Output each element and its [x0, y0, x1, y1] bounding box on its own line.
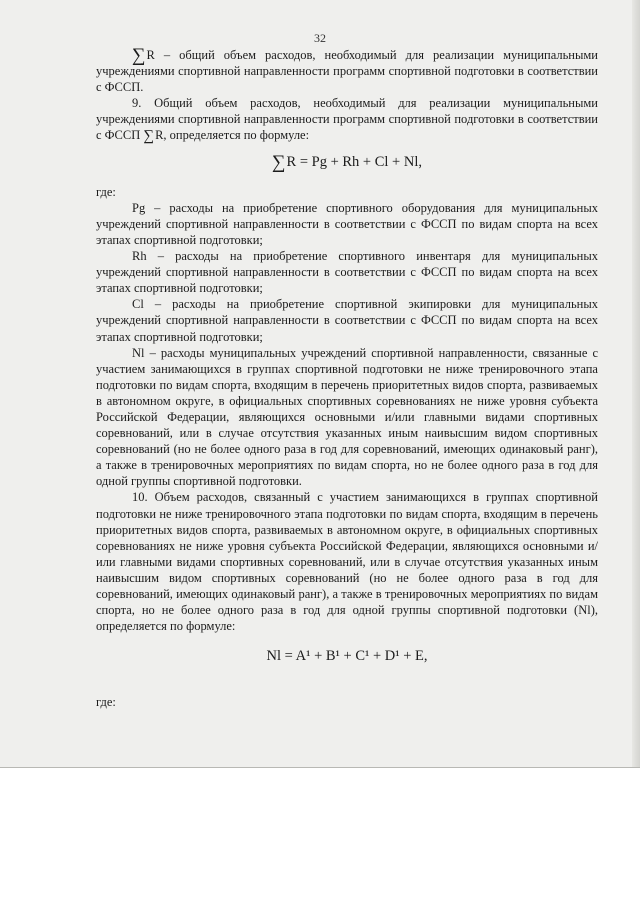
definition-rh: Rh – расходы на приобретение спортивного инвентаря для муниципальных учреждений спортивной направленности в соответствии с ФССП по видам спорта на всех этапах спортивной подготовки; [96, 249, 598, 296]
paragraph-10: 10. Объем расходов, связанный с участием занимающихся в группах спортивной подготовки не ниже тренировочного этапа подготовки по видам спорта, входящим в перечень приоритетных видов спорта, развиваемых в автономном округе, в официальных спортивных соревнованиях не ниже уровня субъекта Российской Федерации, являющихся основными и/или главными видами спортивных соревнований, или в случае отсутствия указанных иным наивысшим видом спортивных соревнований (но не более одного раза в год для соревнований, имеющих одинаковый ранг), а также в тренировочных мероприятиях по видам спорта, но не более одного раза в год для одной группы спортивной подготовки (Nl), определяется по формуле: [96, 490, 598, 634]
formula-nl: Nl = A¹ + B¹ + C¹ + D¹ + E, [266, 648, 428, 665]
sigma-symbol: ∑ [143, 128, 155, 145]
page-number: 32 [314, 31, 326, 45]
paragraph-9-text: 9. Общий объем расходов, необходимый для реализации муниципальными учреждениями спортивной направленности программ спортивной подготовки в соответствии с ФССП [96, 96, 598, 143]
where-label: где: [96, 184, 116, 199]
document-body [96, 47, 598, 710]
definition-pg: Pg – расходы на приобретение спортивного оборудования для муниципальных учреждений спортивной направленности в соответствии с ФССП по видам спорта на всех этапах спортивной подготовки; [96, 200, 598, 247]
sigma-r-text: – общий объем расходов, необходимый для реализации муниципальными учреждениями спортивной направленности программ спортивной подготовки в соответствии с ФССП. [96, 48, 598, 95]
where-label: где: [96, 695, 116, 710]
formula-1-text: R = Pg + Rh + Cl + Nl, [286, 153, 422, 170]
definition-nl: Nl – расходы муниципальных учреждений спортивной направленности, связанные с участием занимающихся в группах спортивной подготовки не ниже тренировочного этапа подготовки по видам спорта, входящим в перечень приоритетных видов спорта, развиваемых в автономном округе, в официальных спортивных соревнованиях не ниже уровня субъекта Российской Федерации, являющихся основными и/или главными видами спортивных соревнований, или в случае отсутствия указанных иным наивысшим видом спортивных соревнований (но не более одного раза в год для соревнований, имеющих одинаковый ранг), а также в тренировочных мероприятиях по видам спорта, но не более одного раза в год для одной группы спортивной подготовки. [96, 345, 598, 489]
formula-total-expenses [96, 151, 598, 173]
paragraph-9-tail: R, определяется по формуле: [155, 128, 310, 143]
sigma-r-lead: R [146, 48, 155, 62]
sigma-symbol: ∑ [272, 151, 286, 173]
paragraph-9 [96, 95, 598, 143]
sigma-symbol: ∑ [132, 45, 146, 66]
definition-cl: Cl – расходы на приобретение спортивной экипировки для муниципальных учреждений спортивной направленности в соответствии с ФССП по видам спорта на всех этапах спортивной подготовки; [96, 297, 598, 344]
sigma-r-definition [96, 47, 598, 95]
